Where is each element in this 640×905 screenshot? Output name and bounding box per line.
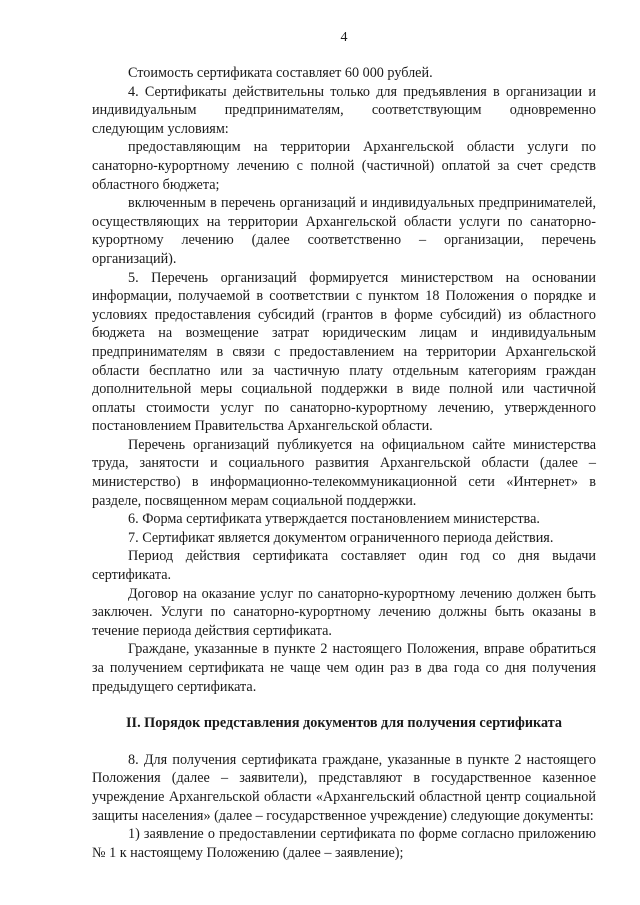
paragraph-item-7: 7. Сертификат является документом ограниченного периода действия. — [128, 529, 554, 546]
paragraph-condition-2: включенным в перечень организаций и индивидуальных предпринимателей, осуществляющих на территории Архангельской области услуги по санаторно-курортному лечению (далее соответственно – организации, перечень организаций). — [92, 195, 596, 267]
paragraph-item-8: 8. Для получения сертификата граждане, указанные в пункте 2 настоящего Положения (далее – заявители), представляют в государственное казенное учреждение Архангельской области «Архангельский областной центр социальной защиты населения» (далее – государственное учреждение) следующие документы: — [92, 751, 596, 824]
paragraph-contract: Договор на оказание услуг по санаторно-курортному лечению должен быть заключен. Услуги по санаторно-курортному лечению должны быть оказаны в течение периода действия сертификата. — [92, 585, 596, 639]
paragraph-list-publication: Перечень организаций публикуется на официальном сайте министерства труда, занятости и социального развития Архангельской области (далее – министерство) в информационно-телекоммуникационной сети «Интернет» в разделе, посвященном мерам социальной поддержки. — [92, 436, 596, 509]
paragraph-validity-period: Период действия сертификата составляет один год со дня выдачи сертификата. — [92, 548, 596, 584]
section-heading: II. Порядок представления документов для получения сертификата — [126, 715, 562, 732]
paragraph-item-4: 4. Сертификаты действительны только для предъявления в организации и индивидуальным предпринимателям, соответствующим одновременно следующим условиям: — [92, 83, 596, 137]
section-1-body — [92, 64, 596, 696]
document-page — [92, 30, 596, 862]
paragraph-item-5: 5. Перечень организаций формируется министерством на основании информации, получаемой в соответствии с пунктом 18 Положения о порядке и условиях предоставления субсидий (грантов в форме субсидий) из областного бюджета на возмещение затрат юридическим лицам и индивидуальным предпринимателям в связи с предоставлением на территории Архангельской области бесплатно или за частичную плату отдельным категориям граждан дополнительной меры социальной поддержки в виде полной или частичной оплаты стоимости услуг по санаторно-курортному лечению, утвержденного постановлением Правительства Архангельской области. — [92, 269, 596, 435]
section-2-body — [92, 751, 596, 863]
paragraph-item-6: 6. Форма сертификата утверждается постановлением министерства. — [128, 511, 540, 528]
paragraph-cost: Стоимость сертификата составляет 60 000 рублей. — [128, 65, 433, 81]
paragraph-condition-1: предоставляющим на территории Архангельской области услуги по санаторно-курортному лечению с полной (частичной) оплатой за счет средств областного бюджета; — [92, 139, 596, 193]
paragraph-frequency: Граждане, указанные в пункте 2 настоящего Положения, вправе обратиться за получением сертификата не чаще чем один раз в два года со дня получения предыдущего сертификата. — [92, 641, 596, 695]
page-number: 4 — [340, 30, 348, 45]
paragraph-subitem-1: 1) заявление о предоставлении сертификата по форме согласно приложению № 1 к настоящему Положению (далее – заявление); — [92, 826, 596, 861]
